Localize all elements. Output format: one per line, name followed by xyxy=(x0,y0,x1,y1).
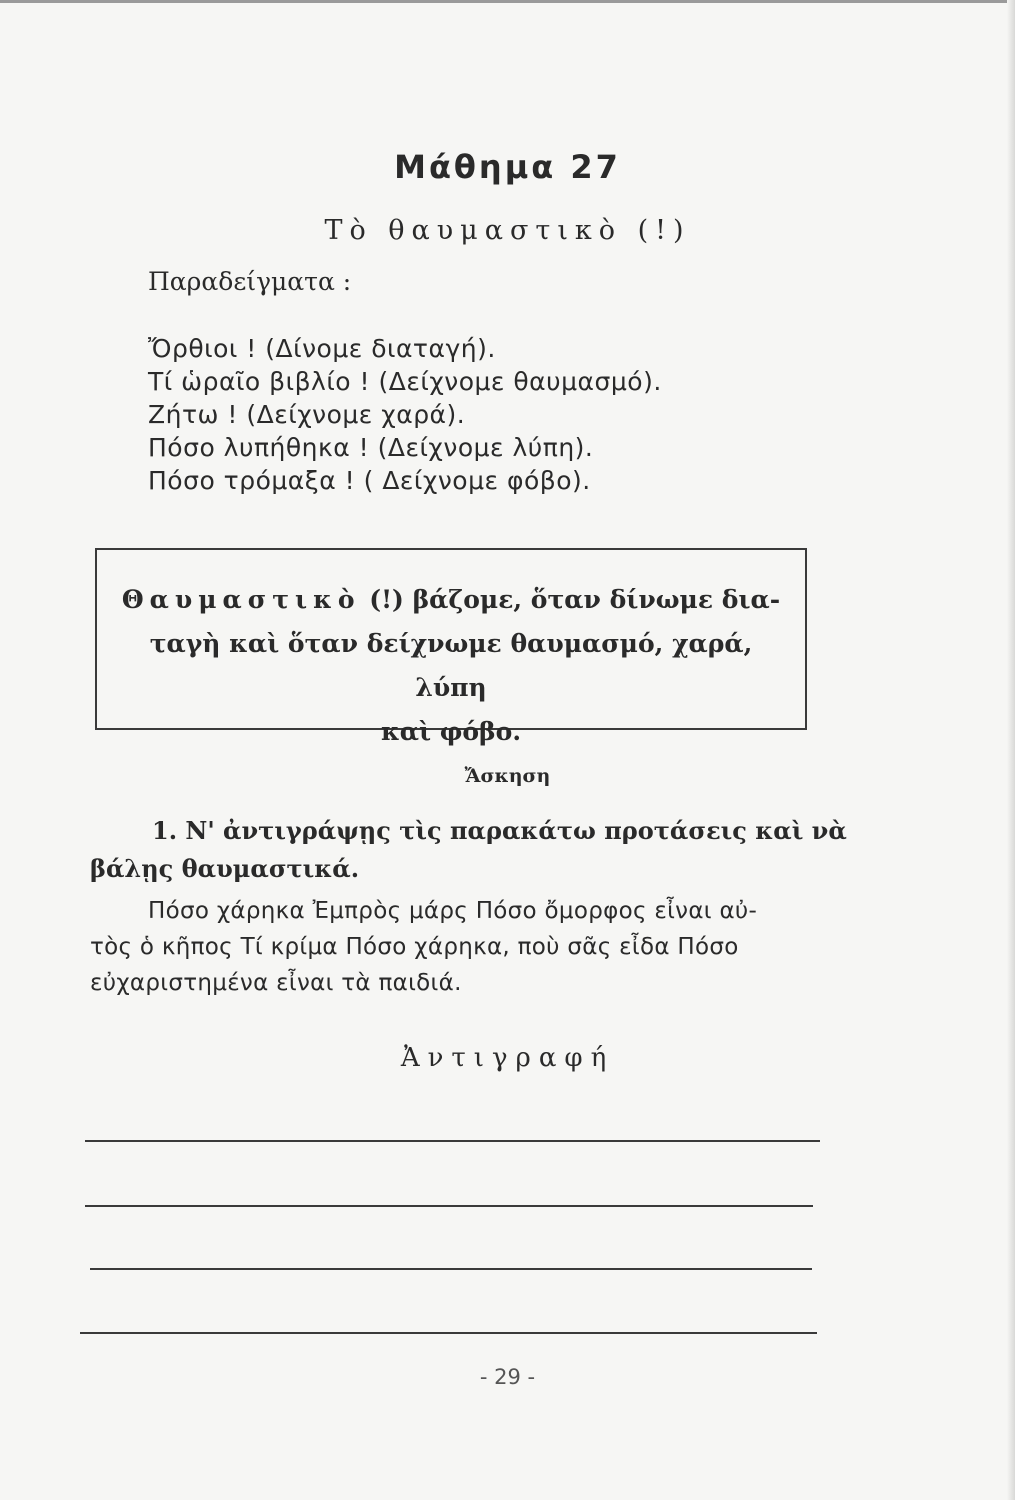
example-line: Ζήτω ! (Δείχνομε χαρά). xyxy=(148,400,466,429)
instruction-line-2: βάλῃς θαυμαστικά. xyxy=(90,854,360,883)
rule-box xyxy=(95,548,807,746)
exercise-instruction xyxy=(90,812,847,888)
example-line: Πόσο λυπήθηκα ! (Δείχνομε λύπη). xyxy=(148,433,594,462)
examples-label: Παραδείγματα : xyxy=(148,267,352,296)
exercise-text-line-3: εὐχαριστημένα εἶναι τὰ παιδιά. xyxy=(90,970,462,996)
example-line: Ὄρθιοι ! (Δίνομε διαταγή). xyxy=(148,334,496,363)
page-number: - 29 - xyxy=(479,1365,536,1389)
writing-line[interactable] xyxy=(80,1332,817,1334)
rule-line-3: καὶ φόβο. xyxy=(380,717,522,746)
writing-line[interactable] xyxy=(90,1268,812,1270)
rule-line-2: ταγὴ καὶ ὅταν δείχνωμε θαυμασμό, χαρά, λύπη xyxy=(149,629,753,702)
example-line: Τί ὡραῖο βιβλίο ! (Δείχνομε θαυμασμό). xyxy=(148,367,662,396)
example-line: Πόσο τρόμαξα ! ( Δείχνομε φόβο). xyxy=(148,466,591,495)
writing-line[interactable] xyxy=(85,1205,813,1207)
examples-list xyxy=(148,332,662,497)
rule-term: Θαυμαστικὸ xyxy=(121,585,361,614)
lesson-title: Μάθημα 27 xyxy=(394,148,621,186)
lesson-subtitle: Τὸ θαυμαστικὸ (!) xyxy=(324,215,691,246)
instruction-line-1: 1. Ν' ἀντιγράψῃς τὶς παρακάτω προτάσεις καὶ νὰ xyxy=(152,816,847,845)
copy-heading: Ἀντιγραφή xyxy=(400,1043,615,1073)
exercise-text xyxy=(90,893,820,1001)
rule-line-1 xyxy=(115,578,787,622)
writing-line[interactable] xyxy=(85,1140,820,1142)
exercise-heading: Ἄσκηση xyxy=(464,765,551,787)
exercise-text-line-2: τὸς ὁ κῆπος Τί κρίμα Πόσο χάρηκα, ποὺ σᾶς εἶδα Πόσο xyxy=(90,934,739,960)
rule-line-1-rest: (!) βάζομε, ὅταν δίνωμε δια- xyxy=(360,585,781,614)
scan-top-edge xyxy=(0,0,1015,3)
exercise-text-line-1: Πόσο χάρηκα Ἐμπρὸς μάρς Πόσο ὄμορφος εἶναι αὐ- xyxy=(148,898,758,924)
